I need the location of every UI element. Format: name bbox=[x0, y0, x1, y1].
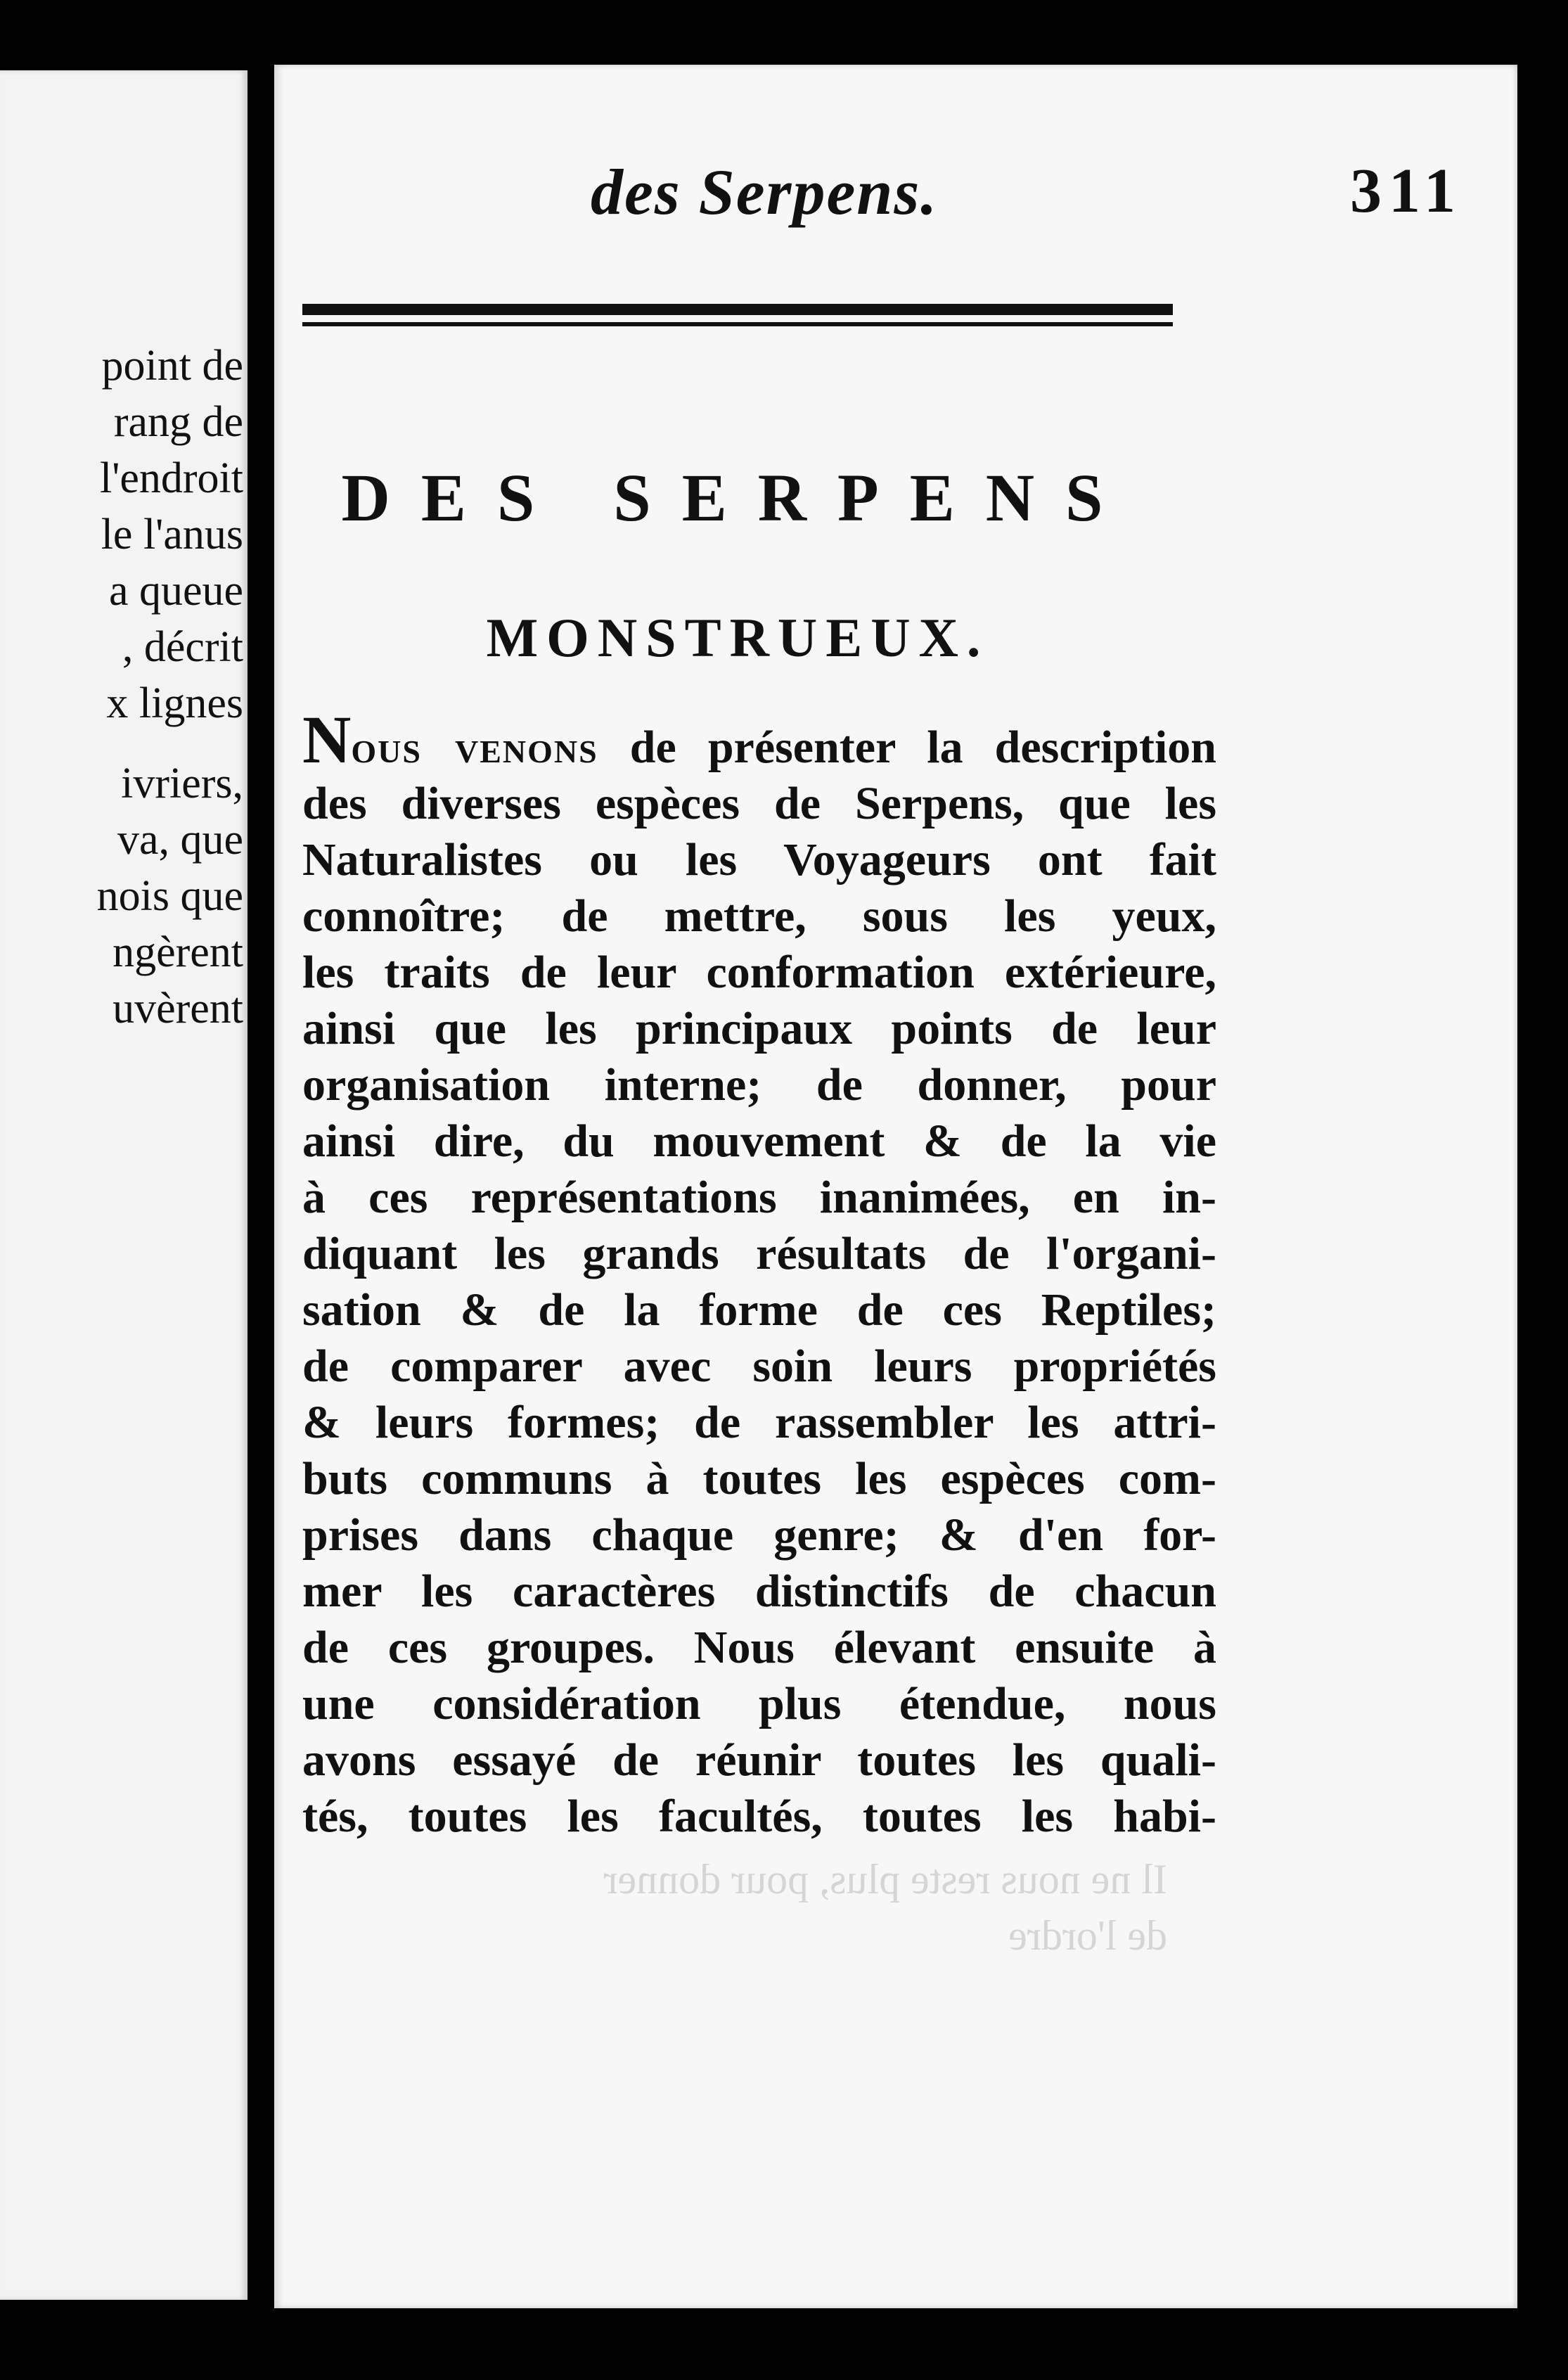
body-text bbox=[302, 702, 1216, 1845]
header-rule-thin bbox=[302, 322, 1173, 326]
body-line: avons essayé de réunir toutes les quali- bbox=[302, 1734, 1216, 1786]
left-line: le l'anus bbox=[101, 511, 243, 558]
left-line: l'endroit bbox=[99, 454, 243, 502]
body-line: & leurs formes; de rassembler les attri- bbox=[302, 1397, 1216, 1448]
drop-cap: N bbox=[302, 702, 352, 777]
body-line: à ces représentations inanimées, en in- bbox=[302, 1172, 1216, 1223]
body-line: ainsi dire, du mouvement & de la vie bbox=[302, 1115, 1216, 1167]
body-line: de comparer avec soin leurs propriétés bbox=[302, 1341, 1216, 1392]
chapter-subtitle: MONSTRUEUX. bbox=[486, 607, 989, 668]
body-line: Naturalistes ou les Voyageurs ont fait bbox=[302, 834, 1216, 885]
body-line: prises dans chaque genre; & d'en for- bbox=[302, 1509, 1216, 1561]
body-line: de ces groupes. Nous élevant ensuite à bbox=[302, 1622, 1216, 1673]
body-line-first bbox=[302, 702, 1216, 777]
left-page-text bbox=[0, 338, 248, 1037]
bleed-line: Il ne nous reste plus, pour donner bbox=[603, 1856, 1167, 1902]
body-line: organisation interne; de donner, pour bbox=[302, 1059, 1216, 1111]
left-gap bbox=[0, 731, 177, 755]
left-line: uvèrent bbox=[113, 985, 243, 1032]
left-line: ngèrent bbox=[113, 928, 243, 976]
header-rule-thick bbox=[302, 304, 1173, 315]
left-line: rang de bbox=[113, 398, 243, 446]
left-page bbox=[0, 70, 248, 2300]
body-line: ainsi que les principaux points de leur bbox=[302, 1003, 1216, 1054]
left-line: va, que bbox=[117, 816, 243, 864]
body-line: les traits de leur conformation extérieure, bbox=[302, 947, 1216, 998]
chapter-title: DES SERPENS bbox=[341, 460, 1134, 535]
body-line: des diverses espèces de Serpens, que les bbox=[302, 778, 1216, 829]
bleed-through-text bbox=[323, 1851, 1167, 1964]
body-line: tés, toutes les facultés, toutes les habi- bbox=[302, 1791, 1216, 1842]
body-line: diquant les grands résultats de l'organi- bbox=[302, 1228, 1216, 1279]
opening-small-caps: ous venons bbox=[351, 722, 598, 773]
body-line: une considération plus étendue, nous bbox=[302, 1678, 1216, 1729]
body-line: sation & de la forme de ces Reptiles; bbox=[302, 1284, 1216, 1336]
left-line: ivriers, bbox=[121, 760, 243, 807]
main-page bbox=[274, 65, 1517, 2308]
left-line: , décrit bbox=[122, 623, 243, 671]
left-line: nois que bbox=[96, 872, 243, 920]
page-number: 311 bbox=[1349, 156, 1463, 226]
bleed-line: de l'ordre bbox=[1008, 1912, 1167, 1959]
left-line: point de bbox=[101, 342, 243, 390]
body-line-text: de présenter la description bbox=[598, 722, 1216, 773]
body-line: buts communs à toutes les espèces com- bbox=[302, 1453, 1216, 1504]
left-line: a queue bbox=[108, 567, 243, 615]
body-line: mer les caractères distinctifs de chacun bbox=[302, 1566, 1216, 1617]
left-line: x lignes bbox=[106, 679, 243, 727]
running-title: des Serpens. bbox=[591, 156, 939, 228]
body-line: connoître; de mettre, sous les yeux, bbox=[302, 890, 1216, 942]
running-head bbox=[591, 155, 1463, 232]
